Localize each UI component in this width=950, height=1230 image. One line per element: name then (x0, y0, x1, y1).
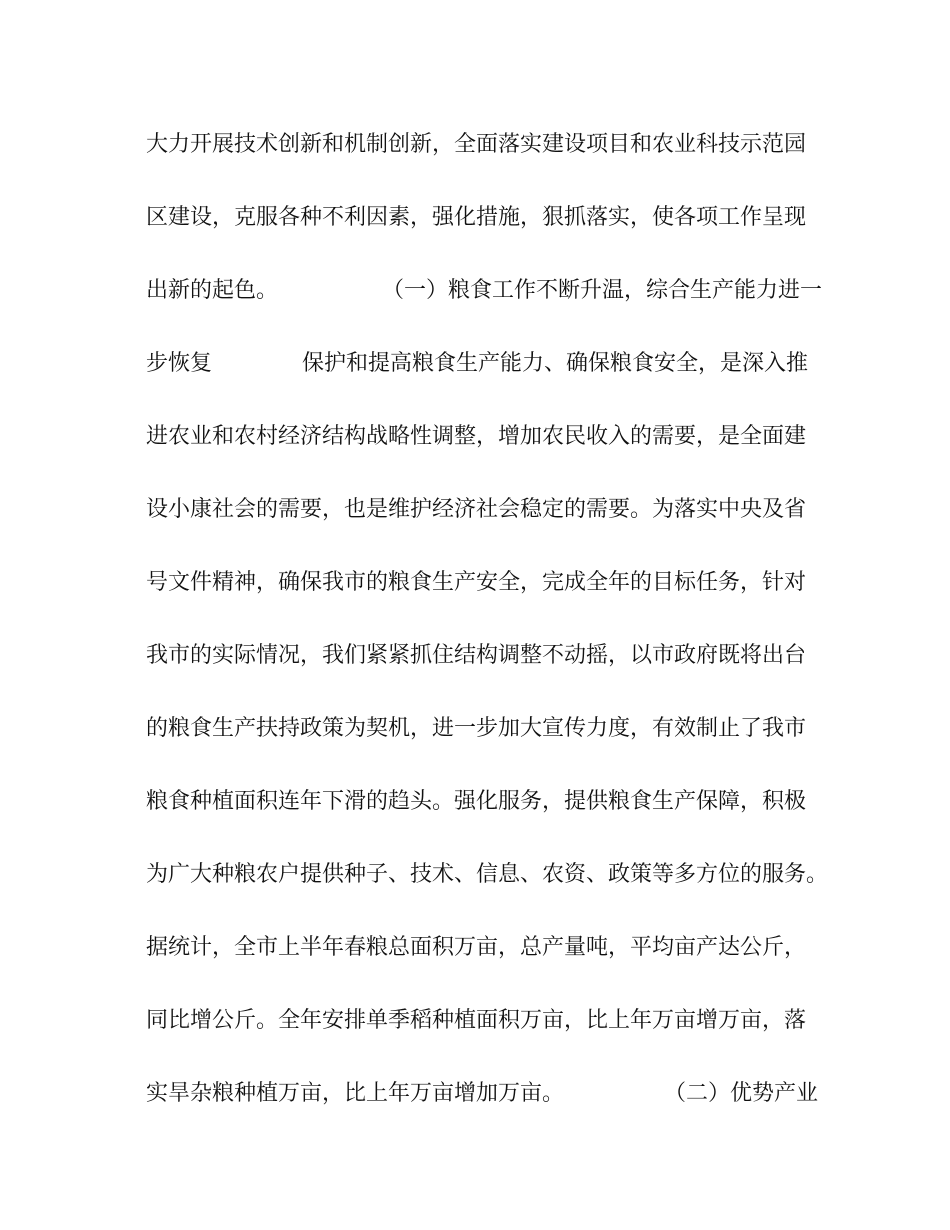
text-line-10: 粮食种植面积连年下滑的趋头。强化服务，提供粮食生产保障，积极 (146, 789, 807, 814)
text-line-12: 据统计，全市上半年春粮总面积万亩，总产量吨，平均亩产达公斤， (146, 935, 807, 960)
section-heading-1-end: 步恢复 (146, 351, 213, 376)
text-line-8: 我市的实际情况，我们紧紧抓住结构调整不动摇，以市政府既将出台 (146, 643, 807, 668)
text-line-1: 大力开展技术创新和机制创新，全面落实建设项目和农业科技示范园 (146, 132, 807, 157)
text-line-9: 的粮食生产扶持政策为契机，进一步加大宣传力度，有效制止了我市 (146, 716, 807, 741)
text-line-14 (146, 1076, 826, 1112)
text-line-3 (146, 273, 826, 309)
text-line-4 (146, 346, 826, 382)
section-heading-2: （二）优势产业 (664, 1081, 819, 1106)
text-line-2: 区建设，克服各种不利因素，强化措施，狠抓落实，使各项工作呈现 (146, 205, 807, 230)
text-line-7: 号文件精神，确保我市的粮食生产安全，完成全年的目标任务，针对 (146, 570, 807, 595)
section-heading-1: （一）粮食工作不断升温，综合生产能力进一 (382, 278, 823, 303)
text-line-14-start: 实旱杂粮种植万亩，比上年万亩增加万亩。 (146, 1081, 565, 1106)
text-line-3-start: 出新的起色。 (146, 278, 279, 303)
text-line-11: 为广大种粮农户提供种子、技术、信息、农资、政策等多方位的服务。 (146, 862, 829, 887)
text-line-13: 同比增公斤。全年安排单季稻种植面积万亩，比上年万亩增万亩，落 (146, 1008, 807, 1033)
text-line-5: 进农业和农村经济结构战略性调整，增加农民收入的需要，是全面建 (146, 424, 807, 449)
text-line-6: 设小康社会的需要，也是维护经济社会稳定的需要。为落实中央及省 (146, 497, 807, 522)
text-line-4-rest: 保护和提高粮食生产能力、确保粮食安全，是深入推 (302, 351, 809, 376)
